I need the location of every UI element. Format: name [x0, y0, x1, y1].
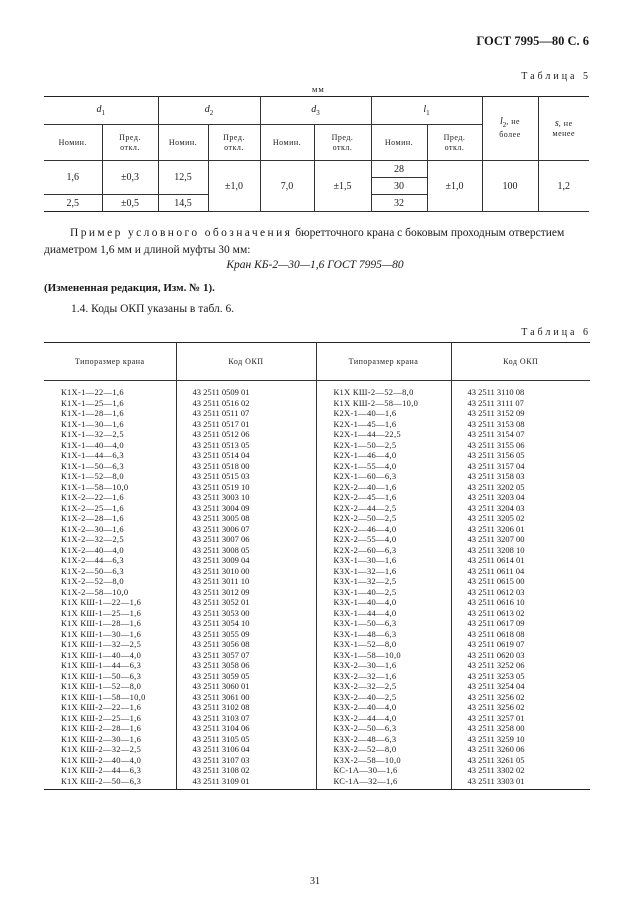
- t5-r2-d1-dev: ±0,5: [102, 195, 158, 212]
- table-row: [44, 492, 590, 503]
- size-cell: К3Х-1—48—6,3: [316, 629, 451, 640]
- code-cell: 43 2511 0517 01: [176, 419, 316, 430]
- size-cell: К2Х-1—45—1,6: [316, 419, 451, 430]
- size-cell: К3Х-1—50—6,3: [316, 618, 451, 629]
- table-row: [44, 765, 590, 776]
- size-cell: К2Х-2—40—1,6: [316, 482, 451, 493]
- code-cell: 43 2511 3252 06: [451, 660, 590, 671]
- size-cell: К1Х-2—25—1,6: [44, 503, 176, 514]
- table-row: [44, 555, 590, 566]
- code-cell: 43 2511 0612 03: [451, 587, 590, 598]
- d2-nom-header: Номин.: [158, 125, 208, 161]
- table-row: [44, 545, 590, 556]
- d1-dev-header: Пред. откл.: [102, 125, 158, 161]
- code-cell: 43 2511 3061 00: [176, 692, 316, 703]
- example-lead: Пример условного обозначения: [70, 227, 293, 239]
- code-cell: 43 2511 3106 04: [176, 744, 316, 755]
- t5-l1-30: 30: [371, 178, 427, 195]
- size-cell: К2Х-1—44—22,5: [316, 429, 451, 440]
- d1-header: $d_1$: [44, 97, 158, 125]
- code-cell: 43 2511 0509 01: [176, 387, 316, 398]
- size-cell: К3Х-2—32—2,5: [316, 681, 451, 692]
- code-cell: 43 2511 3058 06: [176, 660, 316, 671]
- table-row: [44, 513, 590, 524]
- t6-header-code-2: Код ОКП: [451, 343, 590, 381]
- size-cell: К2Х-2—45—1,6: [316, 492, 451, 503]
- code-cell: 43 2511 3108 02: [176, 765, 316, 776]
- size-cell: К1Х КШ-2—50—6,3: [44, 776, 176, 790]
- code-cell: 43 2511 3056 08: [176, 639, 316, 650]
- table-row: [44, 534, 590, 545]
- size-cell: К1Х КШ-1—32—2,5: [44, 639, 176, 650]
- size-cell: К1Х КШ-2—22—1,6: [44, 702, 176, 713]
- size-cell: К1Х КШ-2—44—6,3: [44, 765, 176, 776]
- t5-s: 1,2: [538, 161, 589, 212]
- table-row: [44, 723, 590, 734]
- code-cell: 43 2511 3053 00: [176, 608, 316, 619]
- size-cell: К2Х-1—55—4,0: [316, 461, 451, 472]
- size-cell: К1Х-1—44—6,3: [44, 450, 176, 461]
- t5-r1-d1-nom: 1,6: [44, 161, 102, 195]
- d3-header: $d_3$: [260, 97, 371, 125]
- code-cell: 43 2511 3253 05: [451, 671, 590, 682]
- okp-paragraph: 1.4. Коды ОКП указаны в табл. 6.: [71, 303, 235, 315]
- size-cell: К1Х-1—22—1,6: [44, 387, 176, 398]
- size-cell: К1Х КШ-2—58—10,0: [316, 398, 451, 409]
- table-row: [44, 755, 590, 766]
- code-cell: 43 2511 3060 01: [176, 681, 316, 692]
- size-cell: К3Х-1—44—4,0: [316, 608, 451, 619]
- size-cell: К1Х КШ-1—50—6,3: [44, 671, 176, 682]
- size-cell: К2Х-1—50—2,5: [316, 440, 451, 451]
- size-cell: К1Х КШ-2—32—2,5: [44, 744, 176, 755]
- code-cell: 43 2511 3302 02: [451, 765, 590, 776]
- size-cell: К1Х-2—40—4,0: [44, 545, 176, 556]
- table-row: [44, 576, 590, 587]
- table-row: [44, 660, 590, 671]
- size-cell: К1Х КШ-1—25—1,6: [44, 608, 176, 619]
- size-cell: К1Х-2—50—6,3: [44, 566, 176, 577]
- size-cell: К1Х-2—22—1,6: [44, 492, 176, 503]
- example-formula: Кран КБ-2—30—1,6 ГОСТ 7995—80: [226, 259, 404, 271]
- size-cell: К1Х КШ-2—30—1,6: [44, 734, 176, 745]
- code-cell: 43 2511 3260 06: [451, 744, 590, 755]
- code-cell: 43 2511 3007 06: [176, 534, 316, 545]
- table-row: [44, 713, 590, 724]
- size-cell: К3Х-1—58—10,0: [316, 650, 451, 661]
- size-cell: К3Х-1—40—4,0: [316, 597, 451, 608]
- d2-dev-header: Пред. откл.: [208, 125, 260, 161]
- table-row: [44, 387, 590, 398]
- s-header: s, не менее: [538, 97, 589, 161]
- code-cell: 43 2511 3254 04: [451, 681, 590, 692]
- size-cell: К1Х-1—30—1,6: [44, 419, 176, 430]
- size-cell: К2Х-1—40—1,6: [316, 408, 451, 419]
- t5-l1-28: 28: [371, 161, 427, 178]
- size-cell: К3Х-1—30—1,6: [316, 555, 451, 566]
- edit-note: (Измененная редакция, Изм. № 1).: [44, 282, 215, 294]
- table-row: [44, 681, 590, 692]
- code-cell: 43 2511 0515 03: [176, 471, 316, 482]
- code-cell: 43 2511 3010 00: [176, 566, 316, 577]
- size-cell: К1Х-2—28—1,6: [44, 513, 176, 524]
- l2-header: $l_2$, не более: [482, 97, 538, 161]
- code-cell: 43 2511 3107 03: [176, 755, 316, 766]
- code-cell: 43 2511 0614 01: [451, 555, 590, 566]
- t6-header-size-1: Типоразмер крана: [44, 343, 176, 381]
- size-cell: К1Х-1—25—1,6: [44, 398, 176, 409]
- code-cell: 43 2511 3155 06: [451, 440, 590, 451]
- code-cell: 43 2511 3158 03: [451, 471, 590, 482]
- table-row: [44, 650, 590, 661]
- size-cell: К3Х-2—40—4,0: [316, 702, 451, 713]
- size-cell: К3Х-2—52—8,0: [316, 744, 451, 755]
- code-cell: 43 2511 3208 10: [451, 545, 590, 556]
- code-cell: 43 2511 3104 06: [176, 723, 316, 734]
- code-cell: 43 2511 3256 02: [451, 692, 590, 703]
- size-cell: К3Х-1—40—2,5: [316, 587, 451, 598]
- table-row: [44, 744, 590, 755]
- table5-units: мм: [312, 84, 325, 94]
- code-cell: 43 2511 3257 01: [451, 713, 590, 724]
- code-cell: 43 2511 3008 05: [176, 545, 316, 556]
- code-cell: 43 2511 3256 02: [451, 702, 590, 713]
- code-cell: 43 2511 3109 01: [176, 776, 316, 790]
- page-header: ГОСТ 7995—80 С. 6: [476, 34, 589, 48]
- code-cell: 43 2511 0616 10: [451, 597, 590, 608]
- table6: [44, 342, 590, 790]
- size-cell: К3Х-2—44—4,0: [316, 713, 451, 724]
- table-row: [44, 639, 590, 650]
- code-cell: 43 2511 3153 08: [451, 419, 590, 430]
- code-cell: 43 2511 3052 01: [176, 597, 316, 608]
- table5-caption: Таблица 5: [521, 71, 591, 82]
- table-row: [44, 482, 590, 493]
- code-cell: 43 2511 3157 04: [451, 461, 590, 472]
- size-cell: К1Х КШ-1—22—1,6: [44, 597, 176, 608]
- size-cell: К1Х-2—30—1,6: [44, 524, 176, 535]
- code-cell: 43 2511 3261 05: [451, 755, 590, 766]
- t5-d2-dev: ±1,0: [208, 161, 260, 212]
- t5-l1-32: 32: [371, 195, 427, 212]
- size-cell: К1Х-2—58—10,0: [44, 587, 176, 598]
- code-cell: 43 2511 0519 10: [176, 482, 316, 493]
- size-cell: К1Х КШ-1—44—6,3: [44, 660, 176, 671]
- code-cell: 43 2511 3152 09: [451, 408, 590, 419]
- code-cell: 43 2511 3105 05: [176, 734, 316, 745]
- table-row: [44, 450, 590, 461]
- size-cell: К3Х-2—50—6,3: [316, 723, 451, 734]
- code-cell: 43 2511 3258 00: [451, 723, 590, 734]
- code-cell: 43 2511 3012 09: [176, 587, 316, 598]
- table-row: [44, 734, 590, 745]
- code-cell: 43 2511 0514 04: [176, 450, 316, 461]
- d3-nom-header: Номин.: [260, 125, 314, 161]
- code-cell: 43 2511 3003 10: [176, 492, 316, 503]
- code-cell: 43 2511 3207 00: [451, 534, 590, 545]
- size-cell: К2Х-2—44—2,5: [316, 503, 451, 514]
- code-cell: 43 2511 0618 08: [451, 629, 590, 640]
- size-cell: К1Х КШ-1—28—1,6: [44, 618, 176, 629]
- d2-header: $d_2$: [158, 97, 260, 125]
- size-cell: К3Х-2—58—10,0: [316, 755, 451, 766]
- size-cell: К3Х-2—40—2,5: [316, 692, 451, 703]
- code-cell: 43 2511 0611 04: [451, 566, 590, 577]
- t5-r2-d2-nom: 14,5: [158, 195, 208, 212]
- table-row: [44, 524, 590, 535]
- code-cell: 43 2511 3259 10: [451, 734, 590, 745]
- l1-header: $l_1$: [371, 97, 482, 125]
- size-cell: К2Х-1—60—6,3: [316, 471, 451, 482]
- table-row: [44, 597, 590, 608]
- size-cell: КС-1А—30—1,6: [316, 765, 451, 776]
- t6-header-code-1: Код ОКП: [176, 343, 316, 381]
- size-cell: К3Х-1—52—8,0: [316, 639, 451, 650]
- table6-body: [44, 381, 590, 790]
- code-cell: 43 2511 0518 00: [176, 461, 316, 472]
- l1-nom-header: Номин.: [371, 125, 427, 161]
- table-row: [44, 629, 590, 640]
- t5-l1-dev: ±1,0: [427, 161, 482, 212]
- table-row: [44, 608, 590, 619]
- size-cell: К1Х КШ-2—25—1,6: [44, 713, 176, 724]
- t6-header-size-2: Типоразмер крана: [316, 343, 451, 381]
- code-cell: 43 2511 3055 09: [176, 629, 316, 640]
- table6-caption: Таблица 6: [521, 327, 591, 338]
- size-cell: К1Х-1—52—8,0: [44, 471, 176, 482]
- table-row: [44, 503, 590, 514]
- code-cell: 43 2511 3102 08: [176, 702, 316, 713]
- code-cell: 43 2511 3006 07: [176, 524, 316, 535]
- code-cell: 43 2511 3206 01: [451, 524, 590, 535]
- size-cell: К1Х-2—44—6,3: [44, 555, 176, 566]
- table-row: [44, 566, 590, 577]
- size-cell: К1Х-1—40—4,0: [44, 440, 176, 451]
- size-cell: К3Х-1—32—2,5: [316, 576, 451, 587]
- code-cell: 43 2511 0516 02: [176, 398, 316, 409]
- code-cell: 43 2511 3057 07: [176, 650, 316, 661]
- d1-nom-header: Номин.: [44, 125, 102, 161]
- size-cell: К1Х-2—32—2,5: [44, 534, 176, 545]
- t5-l2: 100: [482, 161, 538, 212]
- size-cell: К3Х-1—32—1,6: [316, 566, 451, 577]
- code-cell: 43 2511 3156 05: [451, 450, 590, 461]
- code-cell: 43 2511 0620 03: [451, 650, 590, 661]
- size-cell: К1Х-1—50—6,3: [44, 461, 176, 472]
- example-text: бюретточного крана с боковым проходным отверстием диаметром 1,6 мм и длиной муфты 30 мм:: [44, 227, 565, 256]
- table-row: [44, 429, 590, 440]
- code-cell: 43 2511 3005 08: [176, 513, 316, 524]
- size-cell: К1Х-1—28—1,6: [44, 408, 176, 419]
- table-row: [44, 702, 590, 713]
- size-cell: К1Х КШ-1—52—8,0: [44, 681, 176, 692]
- code-cell: 43 2511 3111 07: [451, 398, 590, 409]
- code-cell: 43 2511 3009 04: [176, 555, 316, 566]
- code-cell: 43 2511 3110 08: [451, 387, 590, 398]
- code-cell: 43 2511 0619 07: [451, 639, 590, 650]
- table-row: [44, 618, 590, 629]
- code-cell: 43 2511 3203 04: [451, 492, 590, 503]
- t5-d3-dev: ±1,5: [314, 161, 371, 212]
- code-cell: 43 2511 3103 07: [176, 713, 316, 724]
- l1-dev-header: Пред. откл.: [427, 125, 482, 161]
- table-row: [44, 471, 590, 482]
- table-row: [44, 776, 590, 790]
- code-cell: 43 2511 0513 05: [176, 440, 316, 451]
- code-cell: 43 2511 3054 10: [176, 618, 316, 629]
- size-cell: К1Х КШ-2—40—4,0: [44, 755, 176, 766]
- size-cell: К2Х-2—55—4,0: [316, 534, 451, 545]
- code-cell: 43 2511 0617 09: [451, 618, 590, 629]
- size-cell: К2Х-2—50—2,5: [316, 513, 451, 524]
- size-cell: К1Х КШ-1—30—1,6: [44, 629, 176, 640]
- size-cell: К3Х-2—32—1,6: [316, 671, 451, 682]
- size-cell: К1Х КШ-1—58—10,0: [44, 692, 176, 703]
- code-cell: 43 2511 3303 01: [451, 776, 590, 790]
- table-row: [44, 398, 590, 409]
- code-cell: 43 2511 3205 02: [451, 513, 590, 524]
- code-cell: 43 2511 0615 00: [451, 576, 590, 587]
- t5-d3-nom: 7,0: [260, 161, 314, 212]
- size-cell: К3Х-2—48—6,3: [316, 734, 451, 745]
- t5-r1-d2-nom: 12,5: [158, 161, 208, 195]
- d3-dev-header: Пред. откл.: [314, 125, 371, 161]
- table-row: [44, 461, 590, 472]
- code-cell: 43 2511 3154 07: [451, 429, 590, 440]
- size-cell: К3Х-2—30—1,6: [316, 660, 451, 671]
- code-cell: 43 2511 3204 03: [451, 503, 590, 514]
- code-cell: 43 2511 3202 05: [451, 482, 590, 493]
- size-cell: К2Х-2—60—6,3: [316, 545, 451, 556]
- table5: [44, 96, 589, 212]
- t5-r2-d1-nom: 2,5: [44, 195, 102, 212]
- size-cell: КС-1А—32—1,6: [316, 776, 451, 790]
- table-row: [44, 419, 590, 430]
- size-cell: К1Х КШ-2—28—1,6: [44, 723, 176, 734]
- code-cell: 43 2511 0512 06: [176, 429, 316, 440]
- size-cell: К1Х-2—52—8,0: [44, 576, 176, 587]
- code-cell: 43 2511 3011 10: [176, 576, 316, 587]
- size-cell: К1Х-1—58—10,0: [44, 482, 176, 493]
- example-paragraph: [44, 225, 592, 259]
- size-cell: К1Х-1—32—2,5: [44, 429, 176, 440]
- table-row: [44, 408, 590, 419]
- t5-r1-d1-dev: ±0,3: [102, 161, 158, 195]
- code-cell: 43 2511 0511 07: [176, 408, 316, 419]
- size-cell: К1Х КШ-1—40—4,0: [44, 650, 176, 661]
- table-row: [44, 671, 590, 682]
- code-cell: 43 2511 0613 02: [451, 608, 590, 619]
- table-row: [44, 692, 590, 703]
- page-number: 31: [310, 876, 320, 887]
- size-cell: К1Х КШ-2—52—8,0: [316, 387, 451, 398]
- table-row: [44, 440, 590, 451]
- code-cell: 43 2511 3004 09: [176, 503, 316, 514]
- size-cell: К2Х-2—46—4,0: [316, 524, 451, 535]
- code-cell: 43 2511 3059 05: [176, 671, 316, 682]
- table-row: [44, 587, 590, 598]
- size-cell: К2Х-1—46—4,0: [316, 450, 451, 461]
